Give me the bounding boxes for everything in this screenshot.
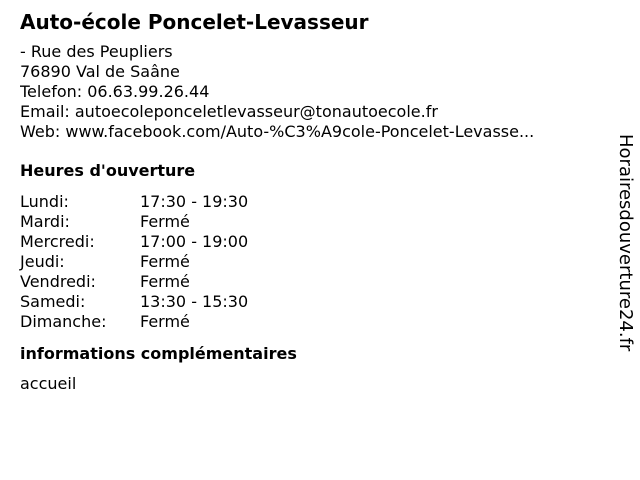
opening-hours-table (20, 192, 610, 332)
hours-day-label: Vendredi: (20, 272, 96, 291)
hours-time-value: 17:00 - 19:00 (140, 232, 249, 251)
business-name: Auto-école Poncelet-Levasseur (20, 10, 369, 34)
hours-row-saturday (20, 292, 610, 312)
hours-row-monday (20, 192, 610, 212)
hours-day-label: Lundi: (20, 192, 69, 211)
phone-number[interactable]: Telefon: 06.63.99.26.44 (20, 82, 210, 101)
site-watermark: Horairesdouverture24.fr (615, 134, 636, 352)
hours-time-value: Fermé (140, 312, 190, 331)
hours-day-label: Mercredi: (20, 232, 95, 251)
hours-time-value: Fermé (140, 272, 190, 291)
business-card (20, 8, 610, 394)
hours-time-value: Fermé (140, 252, 190, 271)
website-link[interactable]: Web: www.facebook.com/Auto-%C3%A9cole-Poncelet-Levasse... (20, 122, 535, 141)
opening-hours-heading: Heures d'ouverture (20, 161, 196, 180)
hours-day-label: Jeudi: (20, 252, 65, 271)
hours-time-value: Fermé (140, 212, 190, 231)
hours-row-wednesday (20, 232, 610, 252)
hours-time-value: 17:30 - 19:30 (140, 192, 249, 211)
email-address[interactable]: Email: autoecoleponceletlevasseur@tonautoecole.fr (20, 102, 438, 121)
hours-day-label: Samedi: (20, 292, 86, 311)
address-city: 76890 Val de Saâne (20, 62, 180, 81)
hours-row-friday (20, 272, 610, 292)
hours-day-label: Dimanche: (20, 312, 107, 331)
address-street: - Rue des Peupliers (20, 42, 173, 61)
hours-day-label: Mardi: (20, 212, 70, 231)
additional-info-heading: informations complémentaires (20, 344, 297, 363)
additional-info-text: accueil (20, 374, 77, 393)
hours-time-value: 13:30 - 15:30 (140, 292, 249, 311)
hours-row-thursday (20, 252, 610, 272)
hours-row-sunday (20, 312, 610, 332)
hours-row-tuesday (20, 212, 610, 232)
